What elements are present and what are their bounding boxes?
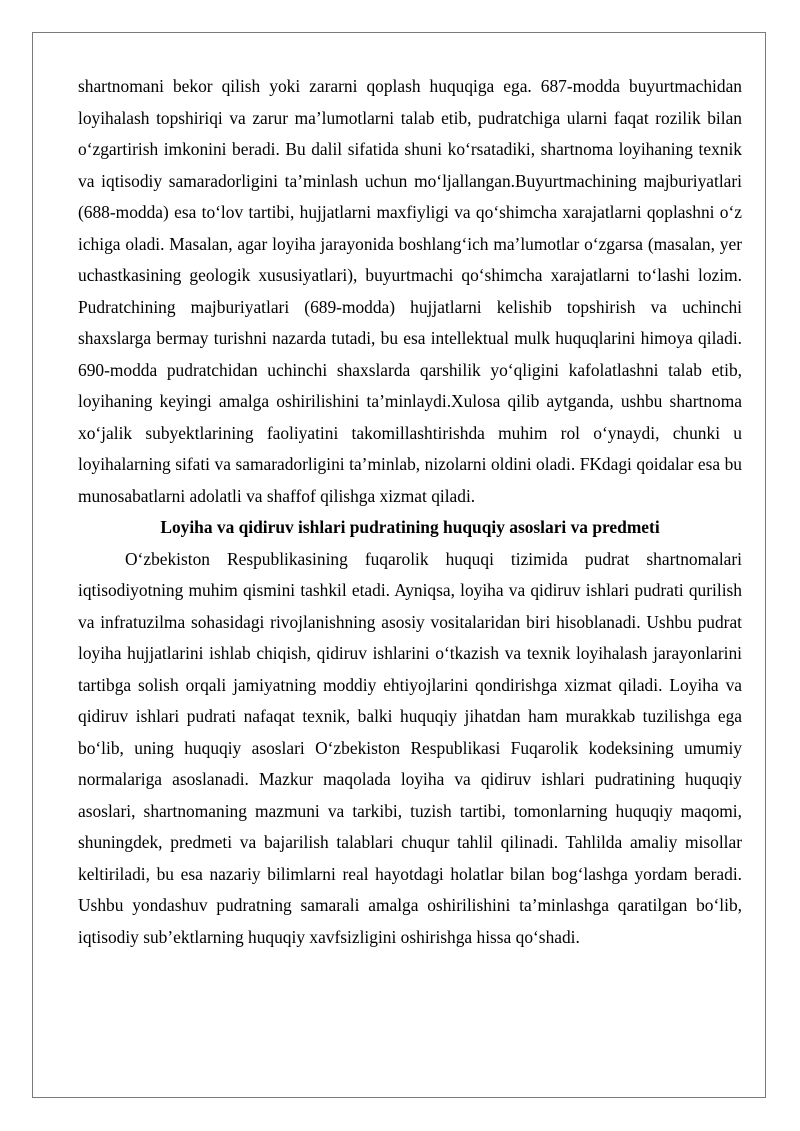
body-paragraph-intro: O‘zbekiston Respublikasining fuqarolik huquqi tizimida pudrat shartnomalari iqtisodiyotning muhim qismini tashkil etadi. Ayniqsa, loyiha va qidiruv ishlari pudrati qurilish va infratuzilma sohasidagi rivojlanishning asosiy vositalaridan biri hisoblanadi. Ushbu pudrat loyiha hujjatlarini ishlab chiqish, qidiruv ishlarini o‘tkazish va texnik loyihalash jarayonlarini tartibga solish orqali jamiyatning moddiy ehtiyojlarini qondirishga xizmat qiladi. Loyiha va qidiruv ishlari pudrati nafaqat texnik, balki huquqiy jihatdan ham murakkab tuzilishga ega bo‘lib, uning huquqiy asoslari O‘zbekiston Respublikasi Fuqarolik kodeksining umumiy normalariga asoslanadi. Mazkur maqolada loyiha va qidiruv ishlari pudratining huquqiy asoslari, shartnomaning mazmuni va tarkibi, tuzish tartibi, tomonlarning huquqiy maqomi, shuningdek, predmeti va bajarilish talablari chuqur tahlil qilinadi. Tahlilda amaliy misollar keltiriladi, bu esa nazariy bilimlarni real hayotdagi holatlar bilan bog‘lashga yordam beradi. Ushbu yondashuv pudratning samarali amalga oshirilishini ta’minlashga qaratilgan bo‘lib, iqtisodiy sub’ektlarning huquqiy xavfsizligini oshirishga hissa qo‘shadi.: [78, 548, 742, 947]
document-body: [78, 71, 742, 953]
section-heading: Loyiha va qidiruv ishlari pudratining huquqiy asoslari va predmeti: [160, 517, 660, 537]
body-paragraph-continued: shartnomani bekor qilish yoki zararni qoplash huquqiga ega. 687-modda buyurtmachidan loyihalash topshiriqi va zarur ma’lumotlarni talab etib, pudratchiga ularni faqat rozilik bilan o‘zgartirish imkonini beradi. Bu dalil sifatida shuni ko‘rsatadiki, shartnoma loyihaning texnik va iqtisodiy samaradorligini ta’minlash uchun mo‘ljallangan.Buyurtmachining majburiyatlari (688-modda) esa to‘lov tartibi, hujjatlarni maxfiyligi va qo‘shimcha xarajatlarni qoplashni o‘z ichiga oladi. Masalan, agar loyiha jarayonida boshlang‘ich ma’lumotlar o‘zgarsa (masalan, yer uchastkasining geologik xususiyatlari), buyurtmachi qo‘shimcha xarajatlarni to‘lashi lozim. Pudratchining majburiyatlari (689-modda) hujjatlarni kelishib topshirish va uchinchi shaxslarga bermay turishni nazarda tutadi, bu esa intellektual mulk huquqlarini himoya qiladi. 690-modda pudratchidan uchinchi shaxslarda qarshilik yo‘qligini kafolatlashni talab etib, loyihaning keyingi amalga oshirilishini ta’minlaydi.Xulosa qilib aytganda, ushbu shartnoma xo‘jalik subyektlarining faoliyatini takomillashtirishda muhim rol o‘ynaydi, chunki u loyihalarning sifati va samaradorligini ta’minlab, nizolarni oldini oladi. FKdagi qoidalar esa bu munosabatlarni adolatli va shaffof qilishga xizmat qiladi.: [78, 76, 742, 506]
